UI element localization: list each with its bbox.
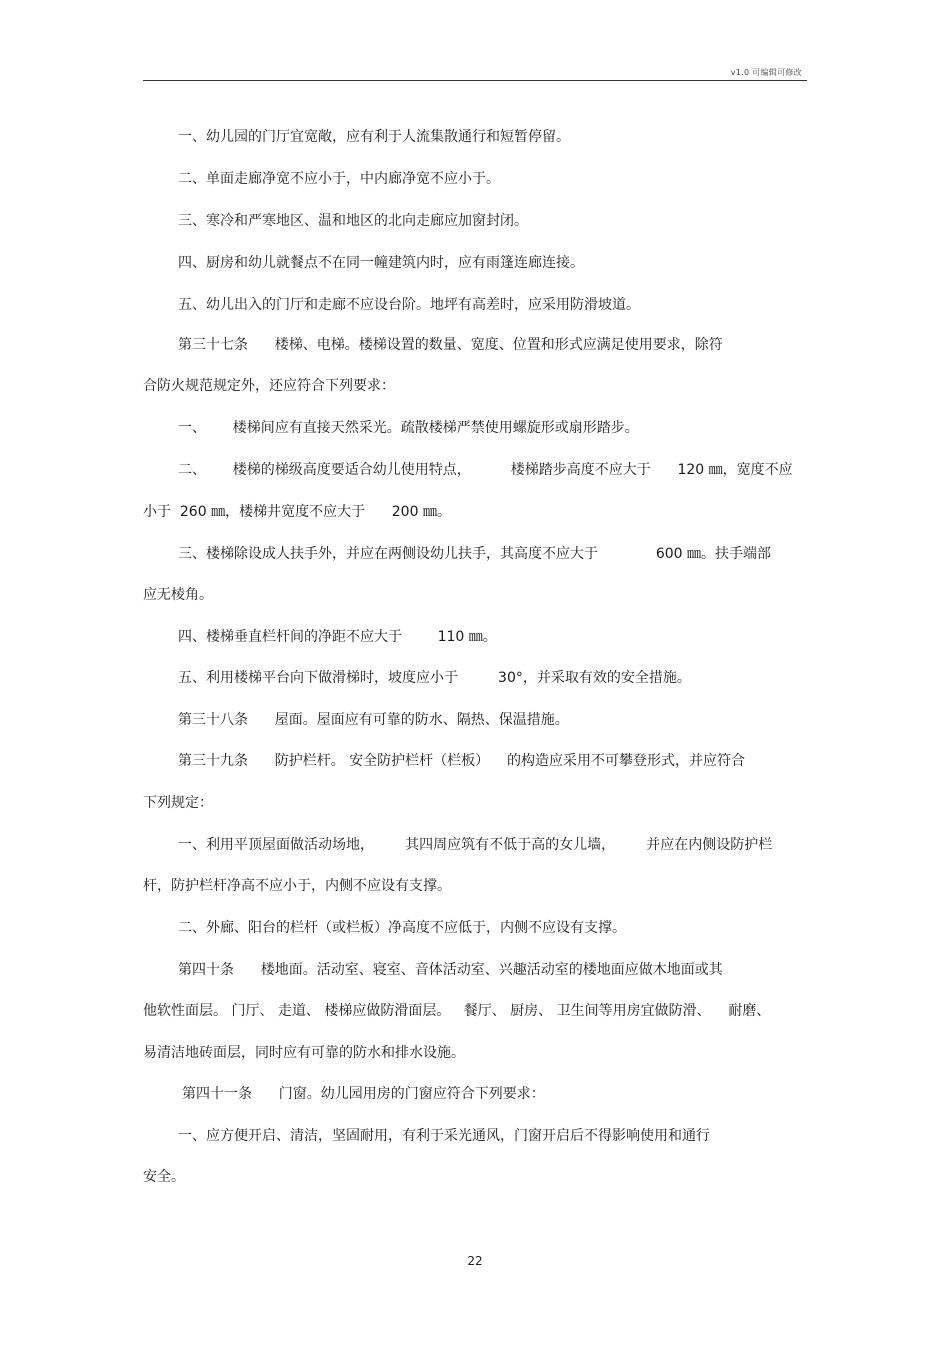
article-heading-line: 第三十八条 屋面。屋面应有可靠的防水、隔热、保温措施。 — [178, 712, 569, 728]
paragraph-line: 五、幼儿出入的门厅和走廊不应设台阶。地坪有高差时，应采用防滑坡道。 — [178, 297, 640, 313]
paragraph-line: 二、 楼梯的梯级高度要适合幼儿使用特点， 楼梯踏步高度不应大于 120 ㎜，宽度不应 — [178, 462, 793, 478]
article-heading-line: 第三十九条 防护栏杆。 安全防护栏杆（栏板） 的构造应采用不可攀登形式，并应符合 — [178, 753, 745, 769]
article-heading-line: 第三十七条 楼梯、电梯。楼梯设置的数量、宽度、位置和形式应满足使用要求，除符 — [178, 337, 723, 353]
paragraph-line: 三、寒冷和严寒地区、温和地区的北向走廊应加窗封闭。 — [178, 213, 528, 229]
article-heading-line: 第四十条 楼地面。活动室、寝室、音体活动室、兴趣活动室的楼地面应做木地面或其 — [178, 962, 723, 978]
paragraph-line: 三、楼梯除设成人扶手外，并应在两侧设幼儿扶手，其高度不应大于 600 ㎜。扶手端部 — [178, 546, 772, 562]
paragraph-line: 一、利用平顶屋面做活动场地， 其四周应筑有不低于高的女儿墙， 并应在内侧设防护栏 — [178, 837, 773, 853]
header-divider — [143, 80, 807, 81]
article-heading-line: 第四十一条 门窗。幼儿园用房的门窗应符合下列要求： — [182, 1086, 545, 1102]
paragraph-line: 四、厨房和幼儿就餐点不在同一幢建筑内时，应有雨篷连廊连接。 — [178, 255, 584, 271]
paragraph-line: 杆，防护栏杆净高不应小于，内侧不应设有支撑。 — [143, 878, 451, 894]
paragraph-line: 下列规定： — [143, 795, 213, 811]
header-version-text: v1.0 可编辑可修改 — [730, 68, 802, 77]
paragraph-line: 二、单面走廊净宽不应小于，中内廊净宽不应小于。 — [178, 171, 500, 187]
paragraph-line: 一、幼儿园的门厅宜宽敞，应有利于人流集散通行和短暂停留。 — [178, 129, 570, 145]
paragraph-line: 四、楼梯垂直栏杆间的净距不应大于 110 ㎜。 — [178, 629, 497, 645]
paragraph-line: 小于 260 ㎜，楼梯井宽度不应大于 200 ㎜。 — [143, 504, 451, 520]
paragraph-line: 应无棱角。 — [143, 587, 213, 603]
paragraph-line: 他软性面层。 门厅、 走道、 楼梯应做防滑面层。 餐厅、 厨房、 卫生间等用房宜做防滑、 耐磨、 — [143, 1003, 771, 1019]
paragraph-line: 安全。 — [143, 1169, 185, 1185]
paragraph-line: 合防火规范规定外，还应符合下列要求： — [143, 378, 395, 394]
paragraph-line: 二、外廊、阳台的栏杆（或栏板）净高度不应低于，内侧不应设有支撑。 — [178, 920, 626, 936]
page-number: 22 — [467, 1254, 483, 1268]
paragraph-line: 一、应方便开启、清洁，坚固耐用，有利于采光通风，门窗开启后不得影响使用和通行 — [178, 1128, 710, 1144]
paragraph-line: 五、利用楼梯平台向下做滑梯时，坡度应小于 30°，并采取有效的安全措施。 — [178, 670, 691, 686]
paragraph-line: 易清洁地砖面层，同时应有可靠的防水和排水设施。 — [143, 1045, 465, 1061]
paragraph-line: 一、 楼梯间应有直接天然采光。疏散楼梯严禁使用螺旋形或扇形踏步。 — [178, 420, 639, 436]
